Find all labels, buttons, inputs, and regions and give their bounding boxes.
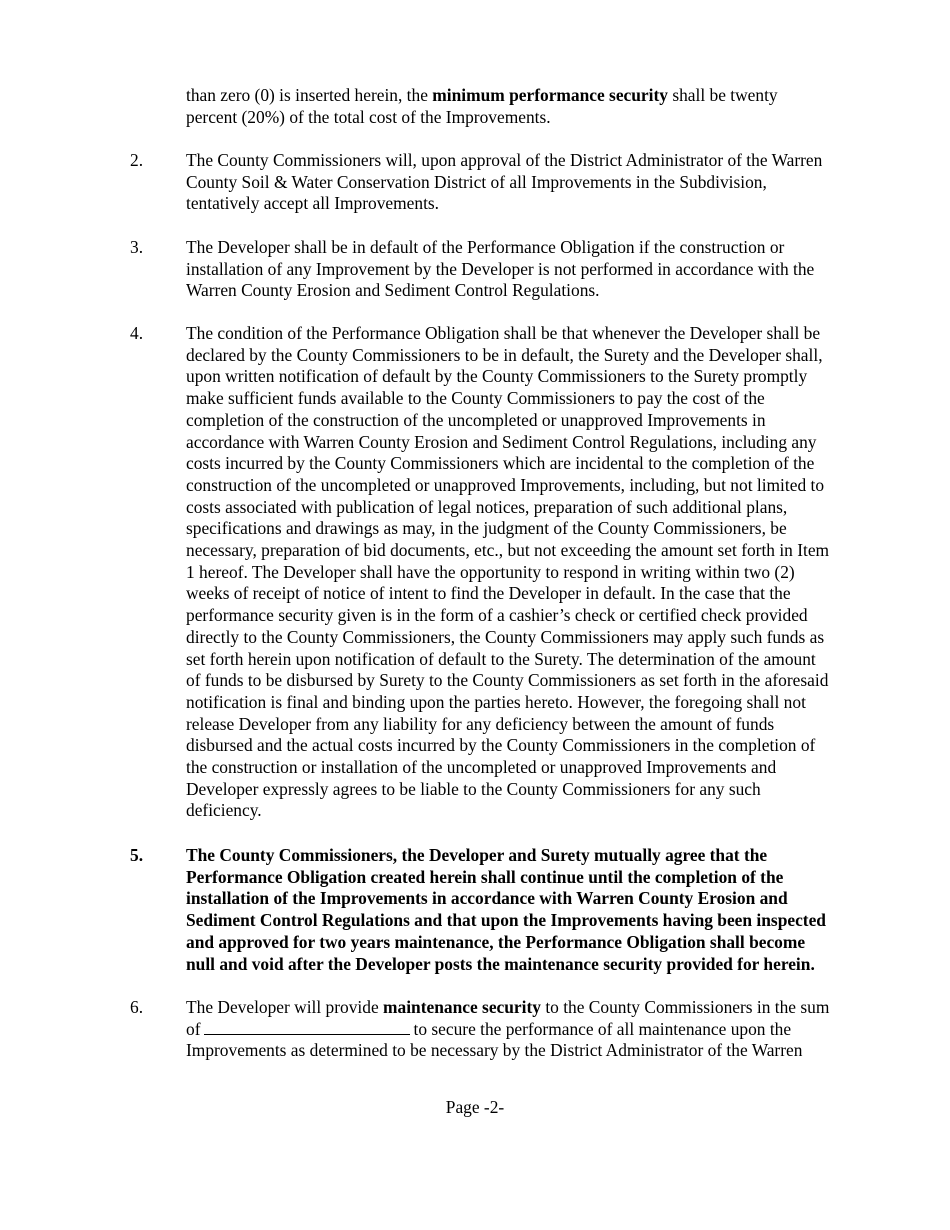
item-3-number: 3. — [130, 237, 144, 257]
item-2-paragraph — [186, 150, 886, 215]
item-4-line: Developer expressly agrees to be liable to the County Commissioners for any such — [186, 778, 761, 799]
item-2-line: County Soil & Water Conservation District of all Improvements in the Subdivision, — [186, 171, 767, 192]
item-6-line-2 — [186, 1019, 886, 1041]
item-6-line-1 — [186, 997, 886, 1019]
item-4-line: construction of the uncompleted or unapproved Improvements, including, but not limited to — [186, 474, 825, 495]
maintenance-security-term: maintenance security — [383, 997, 541, 1017]
item-4-line: of funds to be disbursed by Surety to the County Commissioners as set forth in the aforesaid — [186, 670, 829, 691]
item-6-text-a: The Developer will provide — [186, 997, 384, 1017]
item-3-line: installation of any Improvement by the Developer is not performed in accordance with the — [186, 258, 815, 279]
item-2-line: tentatively accept all Improvements. — [186, 193, 440, 214]
item-6-paragraph — [186, 997, 886, 1062]
item-6-line-3: Improvements as determined to be necessary by the District Administrator of the Warren — [186, 1040, 803, 1061]
item-4-line: declared by the County Commissioners to be in default, the Surety and the Developer shall, — [186, 344, 823, 365]
item-6-line-2-text: to secure the performance of all maintenance upon the — [413, 1018, 792, 1039]
item-5-line: Performance Obligation created herein shall continue until the completion of the — [186, 866, 784, 887]
item-4-line: set forth herein upon notification of default to the Surety. The determination of the amount — [186, 648, 816, 669]
item-4-line: weeks of receipt of notice of intent to find the Developer in default. In the case that the — [186, 583, 791, 604]
item-4-number: 4. — [130, 323, 144, 343]
item-4-line: deficiency. — [186, 800, 262, 821]
item-5-line: and approved for two years maintenance, the Performance Obligation shall become — [186, 931, 806, 952]
sum-blank-field[interactable] — [204, 1019, 410, 1035]
item-4-line: directly to the County Commissioners, the County Commissioners may apply such funds as — [186, 626, 825, 647]
item-4-line: upon written notification of default by the County Commissioners to the Surety promptly — [186, 366, 808, 387]
item-4-line: disbursed and the actual costs incurred by the County Commissioners in the completion of — [186, 735, 816, 756]
item-4-line: completion of the construction of the uncompleted or unapproved Improvements in — [186, 409, 766, 430]
item-4-line: The condition of the Performance Obligation shall be that whenever the Developer shall be — [186, 323, 821, 343]
intro-paragraph — [186, 85, 886, 128]
item-5-number: 5. — [130, 845, 144, 865]
item-5-line: Sediment Control Regulations and that upon the Improvements having been inspected — [186, 910, 826, 931]
item-5-paragraph — [186, 845, 886, 975]
intro-line-2: percent (20%) of the total cost of the Improvements. — [186, 106, 551, 127]
item-5-line: The County Commissioners, the Developer and Surety mutually agree that the — [186, 845, 768, 865]
minimum-performance-security-term: minimum performance security — [432, 85, 668, 105]
item-3-paragraph — [186, 237, 886, 302]
item-3-line: Warren County Erosion and Sediment Control Regulations. — [186, 280, 600, 301]
item-4-line: 1 hereof. The Developer shall have the opportunity to respond in writing within two (2) — [186, 561, 795, 582]
item-2-line: The County Commissioners will, upon approval of the District Administrator of the Warren — [186, 150, 823, 170]
item-4-line: accordance with Warren County Erosion and Sediment Control Regulations, including any — [186, 431, 817, 452]
page-number: Page -2- — [445, 1097, 505, 1117]
item-4-line: performance security given is in the form of a cashier’s check or certified check provided — [186, 605, 808, 626]
item-4-line: necessary, preparation of bid documents, etc., but not exceeding the amount set forth in Item — [186, 540, 830, 561]
intro-line-1 — [186, 85, 886, 107]
item-5-line: installation of the Improvements in accordance with Warren County Erosion and — [186, 888, 788, 909]
item-4-line: the construction or installation of the uncompleted or unapproved Improvements and — [186, 757, 777, 778]
item-4-line: release Developer from any liability for any deficiency between the amount of funds — [186, 713, 775, 734]
item-6-of-text: of — [186, 1018, 201, 1039]
item-4-line: costs incurred by the County Commissioners which are incidental to the completion of the — [186, 453, 815, 474]
item-4-line: notification is final and binding upon the parties hereto. However, the foregoing shall not — [186, 691, 806, 712]
intro-text-c: shall be twenty — [667, 85, 778, 105]
item-3-line: The Developer shall be in default of the Performance Obligation if the construction or — [186, 237, 785, 257]
item-2-number: 2. — [130, 150, 144, 170]
item-4-line: costs associated with publication of legal notices, preparation of such additional plans, — [186, 496, 788, 517]
item-4-paragraph — [186, 323, 886, 822]
item-5-line: null and void after the Developer posts the maintenance security provided for herein. — [186, 953, 815, 974]
item-4-line: specifications and drawings as may, in the judgment of the County Commissioners, be — [186, 518, 787, 539]
item-6-number: 6. — [130, 997, 144, 1017]
item-6-text-c: to the County Commissioners in the sum — [540, 997, 830, 1017]
intro-text-a: than zero (0) is inserted herein, the — [186, 85, 433, 105]
item-4-line: make sufficient funds available to the County Commissioners to pay the cost of the — [186, 388, 765, 409]
